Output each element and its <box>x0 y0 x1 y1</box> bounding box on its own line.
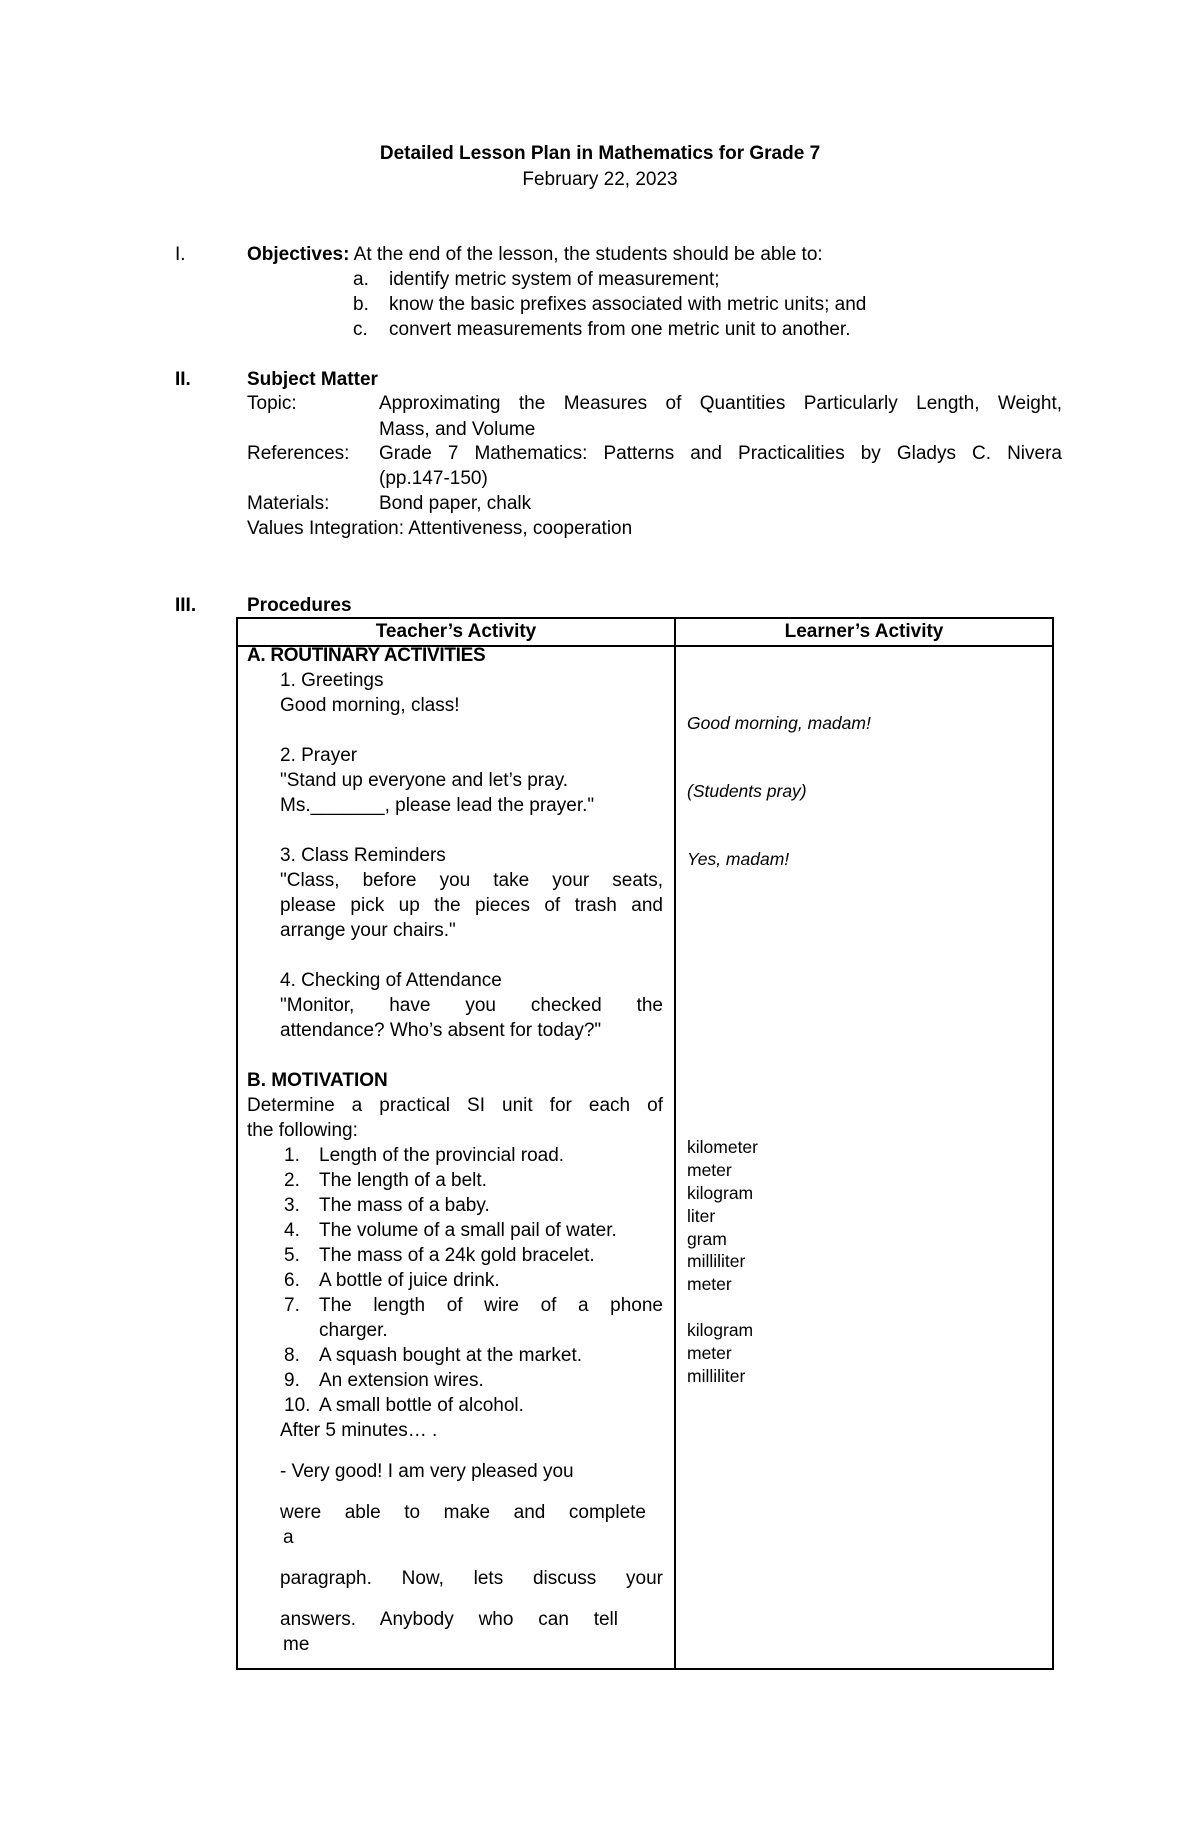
motivation-item-number: 4. <box>284 1220 300 1241</box>
procedures-heading: Procedures <box>247 595 352 616</box>
motivation-item: A small bottle of alcohol. <box>319 1395 524 1416</box>
answer-item: gram <box>687 1229 727 1249</box>
motivation-item-number: 6. <box>284 1270 300 1291</box>
answer-item: milliliter <box>687 1251 746 1271</box>
motivation-item: The mass of a 24k gold bracelet. <box>319 1245 595 1266</box>
motivation-item-number: 1. <box>284 1145 300 1166</box>
motivation-item: Length of the provincial road. <box>319 1145 565 1166</box>
objective-letter: a. <box>353 269 369 290</box>
motivation-item: An extension wires. <box>319 1370 484 1391</box>
motivation-heading: B. MOTIVATION <box>247 1070 388 1091</box>
section-numeral: II. <box>175 369 191 390</box>
objective-letter: c. <box>353 319 368 340</box>
learner-activity-header: Learner’s Activity <box>784 621 944 642</box>
objectives-label: Objectives: <box>247 244 350 265</box>
motivation-item-number: 2. <box>284 1170 300 1191</box>
references-label: References: <box>247 443 350 464</box>
attendance-text: "Monitor, have you checked the <box>280 995 663 1016</box>
routinary-heading: A. ROUTINARY ACTIVITIES <box>247 645 486 666</box>
motivation-closing: paragraph. Now, lets discuss your <box>280 1568 663 1589</box>
learner-response-prayer: (Students pray) <box>687 781 807 801</box>
answer-item: kilogram <box>687 1320 754 1340</box>
objectives-intro: At the end of the lesson, the students should be able to: <box>353 244 823 265</box>
motivation-item-number: 5. <box>284 1245 300 1266</box>
values-integration: Values Integration: Attentiveness, cooperation <box>247 518 633 539</box>
reminders-text: please pick up the pieces of trash and <box>280 895 663 916</box>
greetings-text: Good morning, class! <box>280 695 460 716</box>
reminders-text: arrange your chairs." <box>280 920 456 941</box>
answer-item: kilogram <box>687 1183 754 1203</box>
section-numeral: I. <box>175 244 186 265</box>
motivation-item-number: 8. <box>284 1345 300 1366</box>
motivation-item: The length of wire of a phone <box>319 1295 663 1316</box>
prayer-title: 2. Prayer <box>280 745 358 766</box>
subject-matter-heading: Subject Matter <box>247 369 378 390</box>
greetings-title: 1. Greetings <box>280 670 384 691</box>
reminders-text: "Class, before you take your seats, <box>280 870 663 891</box>
reminders-title: 3. Class Reminders <box>280 845 446 866</box>
topic-text-continued: Mass, and Volume <box>379 419 536 440</box>
references-text-continued: (pp.147-150) <box>379 468 488 489</box>
motivation-item-number: 3. <box>284 1195 300 1216</box>
motivation-item-number: 9. <box>284 1370 300 1391</box>
motivation-item: charger. <box>319 1320 388 1341</box>
answer-item: meter <box>687 1274 732 1294</box>
motivation-item: A bottle of juice drink. <box>319 1270 500 1291</box>
answer-item: liter <box>687 1206 716 1226</box>
topic-label: Topic: <box>247 393 297 414</box>
attendance-text: attendance? Who’s absent for today?" <box>280 1020 602 1041</box>
objective-letter: b. <box>353 294 369 315</box>
motivation-closing: were able to make and complete <box>280 1502 646 1523</box>
motivation-intro: the following: <box>247 1120 358 1141</box>
references-text: Grade 7 Mathematics: Patterns and Practicalities by Gladys C. Nivera <box>379 443 1062 464</box>
prayer-text: "Stand up everyone and let’s pray. <box>280 770 569 791</box>
answer-item: meter <box>687 1343 732 1363</box>
topic-text: Approximating the Measures of Quantities Particularly Length, Weight, <box>379 393 1062 414</box>
document-title: Detailed Lesson Plan in Mathematics for Grade 7 <box>379 143 821 164</box>
section-numeral: III. <box>175 595 197 616</box>
motivation-closing: - Very good! I am very pleased you <box>280 1461 574 1482</box>
objectives-heading <box>247 243 823 267</box>
motivation-item: The mass of a baby. <box>319 1195 490 1216</box>
objective-item: convert measurements from one metric unit to another. <box>389 319 851 340</box>
motivation-intro: Determine a practical SI unit for each of <box>247 1095 663 1116</box>
materials-label: Materials: <box>247 493 330 514</box>
motivation-closing: a <box>283 1527 294 1548</box>
prayer-text: Ms._______, please lead the prayer." <box>280 795 595 816</box>
objective-item: identify metric system of measurement; <box>389 269 720 290</box>
motivation-item-number: 10. <box>284 1395 311 1416</box>
learner-response-reminders: Yes, madam! <box>687 849 790 869</box>
answer-item: milliliter <box>687 1366 746 1386</box>
motivation-item: The volume of a small pail of water. <box>319 1220 617 1241</box>
answer-item: meter <box>687 1160 732 1180</box>
objective-item: know the basic prefixes associated with metric units; and <box>389 294 867 315</box>
motivation-after: After 5 minutes… . <box>280 1420 438 1441</box>
motivation-closing: me <box>283 1634 310 1655</box>
materials-text: Bond paper, chalk <box>379 493 532 514</box>
answer-item: kilometer <box>687 1137 758 1157</box>
motivation-item: The length of a belt. <box>319 1170 487 1191</box>
motivation-item: A squash bought at the market. <box>319 1345 583 1366</box>
motivation-closing: answers. Anybody who can tell <box>280 1609 618 1630</box>
attendance-title: 4. Checking of Attendance <box>280 970 502 991</box>
motivation-item-number: 7. <box>284 1295 300 1316</box>
document-date: February 22, 2023 <box>522 169 678 190</box>
learner-response-greeting: Good morning, madam! <box>687 713 871 733</box>
teacher-activity-header: Teacher’s Activity <box>375 621 537 642</box>
column-divider <box>674 619 676 1668</box>
